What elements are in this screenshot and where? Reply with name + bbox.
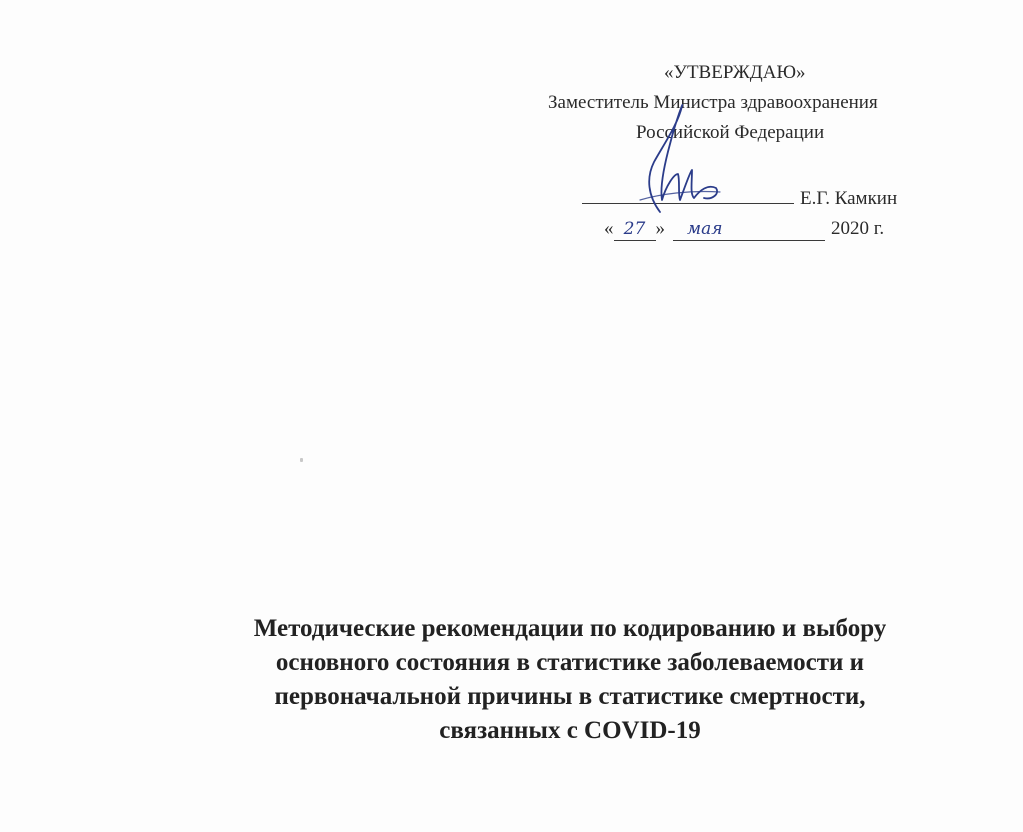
date-close-quote: » [655, 218, 665, 239]
title-line: Методические рекомендации по кодированию и выбору [253, 615, 887, 642]
title-line: основного состояния в статистике заболеваемости и [275, 649, 865, 676]
date-month-handwritten: мая [673, 218, 825, 241]
title-line: связанных с COVID-19 [439, 717, 701, 744]
date-open-quote: « [604, 218, 614, 239]
approval-heading: «УТВЕРЖДАЮ» [664, 62, 806, 83]
date-year: 2020 г. [831, 218, 885, 239]
document-title [160, 612, 980, 748]
date-day-handwritten: 27 [614, 218, 656, 241]
handwritten-signature [620, 100, 740, 230]
scan-speck [300, 458, 303, 462]
title-line: первоначальной причины в статистике смертности, [274, 683, 866, 710]
signatory-name: Е.Г. Камкин [800, 188, 898, 209]
approver-position-line2: Российской Федерации [636, 122, 825, 143]
approver-position-line1: Заместитель Министра здравоохранения [548, 92, 878, 113]
